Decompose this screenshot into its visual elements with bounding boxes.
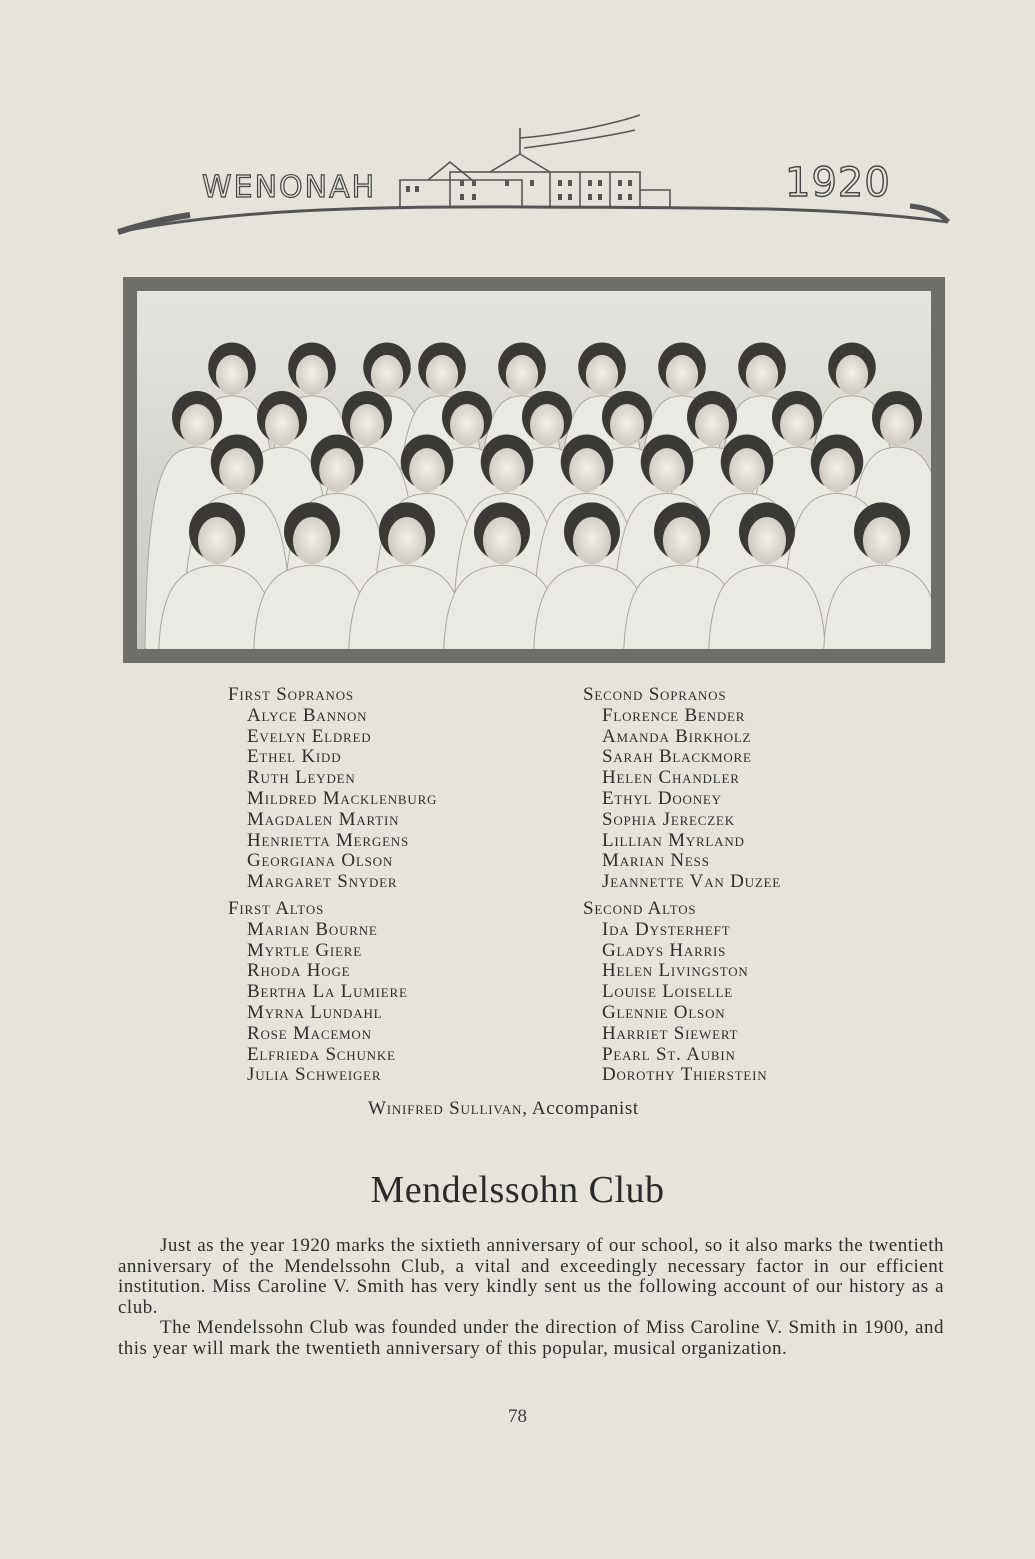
member-name: Myrna Lundahl [247, 1001, 383, 1023]
roster-left-column [228, 685, 437, 1086]
person-face [371, 355, 403, 395]
person-face [450, 404, 484, 446]
paragraph: Just as the year 1920 marks the sixtieth anniversary of our school, so it also marks the twentieth anniversary of the Mendelssohn Club, a vital and exceedingly necessary factor in our efficient institution. Miss Caroline V. Smith has very kindly sent us the following account of our history as a club. [118, 1235, 944, 1318]
header-year: 1920 [785, 160, 891, 206]
person-face [863, 517, 901, 564]
person-face [350, 404, 384, 446]
member-name: Dorothy Thierstein [602, 1064, 768, 1086]
member-name: Margaret Snyder [247, 871, 398, 893]
person-face [409, 448, 445, 492]
member-name: Marian Ness [602, 850, 710, 872]
person-face [586, 355, 618, 395]
person-face [748, 517, 786, 564]
person-face [216, 355, 248, 395]
accompanist-line [368, 1098, 639, 1120]
page-number: 78 [508, 1406, 527, 1427]
member-name: Georgiana Olson [247, 850, 394, 872]
member-name: Rhoda Hoge [247, 960, 351, 982]
roster-right-column [583, 685, 781, 1086]
member-name: Magdalen Martin [247, 808, 400, 830]
person-face [666, 355, 698, 395]
member-name: Ethyl Dooney [602, 787, 722, 809]
member-name: Pearl St. Aubin [602, 1043, 736, 1065]
group-photo [137, 291, 931, 649]
accompanist-name: Winifred Sullivan [368, 1098, 523, 1119]
header-title: WENONAH [202, 170, 377, 205]
person-face [319, 448, 355, 492]
member-name: Julia Schweiger [247, 1064, 382, 1086]
person-face [610, 404, 644, 446]
person-face [219, 448, 255, 492]
person-face [489, 448, 525, 492]
member-name: Elfrieda Schunke [247, 1043, 396, 1065]
member-name: Florence Bender [602, 704, 746, 726]
second-sopranos-group [583, 685, 781, 893]
group-photo-illustration [137, 291, 931, 649]
section-title: Mendelssohn Club [370, 1169, 665, 1211]
member-name: Bertha La Lumiere [247, 981, 408, 1003]
member-name: Glennie Olson [602, 1001, 726, 1023]
person-face [483, 517, 521, 564]
member-name: Sophia Jereczek [602, 808, 735, 830]
group-title: First Sopranos [228, 684, 354, 705]
person-face [573, 517, 611, 564]
person-face [426, 355, 458, 395]
person-face [506, 355, 538, 395]
person-face [836, 355, 868, 395]
member-name: Ida Dysterheft [602, 918, 731, 940]
person-face [649, 448, 685, 492]
article-body [118, 1236, 944, 1359]
accompanist-role: , Accompanist [522, 1098, 639, 1119]
member-name: Ethel Kidd [247, 746, 342, 768]
first-altos-group [228, 899, 437, 1086]
person-face [198, 517, 236, 564]
second-altos-group [583, 899, 781, 1086]
paragraph: The Mendelssohn Club was founded under the direction of Miss Caroline V. Smith in 1900, and this year will mark the twentieth anniversary of this popular, musical organization. [118, 1317, 944, 1359]
person-face [293, 517, 331, 564]
person-face [819, 448, 855, 492]
member-name: Helen Livingston [602, 960, 749, 982]
person-face [296, 355, 328, 395]
member-name: Amanda Birkholz [602, 725, 752, 747]
person-face [530, 404, 564, 446]
person-face [180, 404, 214, 446]
member-name: Rose Macemon [247, 1022, 372, 1044]
person-face [388, 517, 426, 564]
person-face [265, 404, 299, 446]
member-name: Louise Loiselle [602, 981, 733, 1003]
person-face [569, 448, 605, 492]
member-name: Helen Chandler [602, 767, 740, 789]
person-face [729, 448, 765, 492]
member-name: Ruth Leyden [247, 767, 356, 789]
page-header [110, 110, 950, 240]
group-photo-frame [123, 277, 945, 663]
member-name: Gladys Harris [602, 939, 727, 961]
person-face [780, 404, 814, 446]
member-name: Marian Bourne [247, 918, 378, 940]
group-title: Second Altos [583, 897, 697, 919]
group-title: First Altos [228, 897, 325, 919]
member-name: Jeannette Van Duzee [602, 871, 782, 893]
first-sopranos-group [228, 685, 437, 893]
member-name: Evelyn Eldred [247, 725, 372, 747]
person-face [663, 517, 701, 564]
member-name: Harriet Siewert [602, 1022, 739, 1044]
member-name: Myrtle Giere [247, 939, 362, 961]
person-face [746, 355, 778, 395]
member-name: Henrietta Mergens [247, 829, 410, 851]
member-name: Alyce Bannon [247, 704, 368, 726]
person-face [880, 404, 914, 446]
person-face [695, 404, 729, 446]
member-name: Lillian Myrland [602, 829, 745, 851]
member-name: Mildred Macklenburg [247, 787, 438, 809]
member-name: Sarah Blackmore [602, 746, 752, 768]
group-title: Second Sopranos [583, 684, 727, 705]
